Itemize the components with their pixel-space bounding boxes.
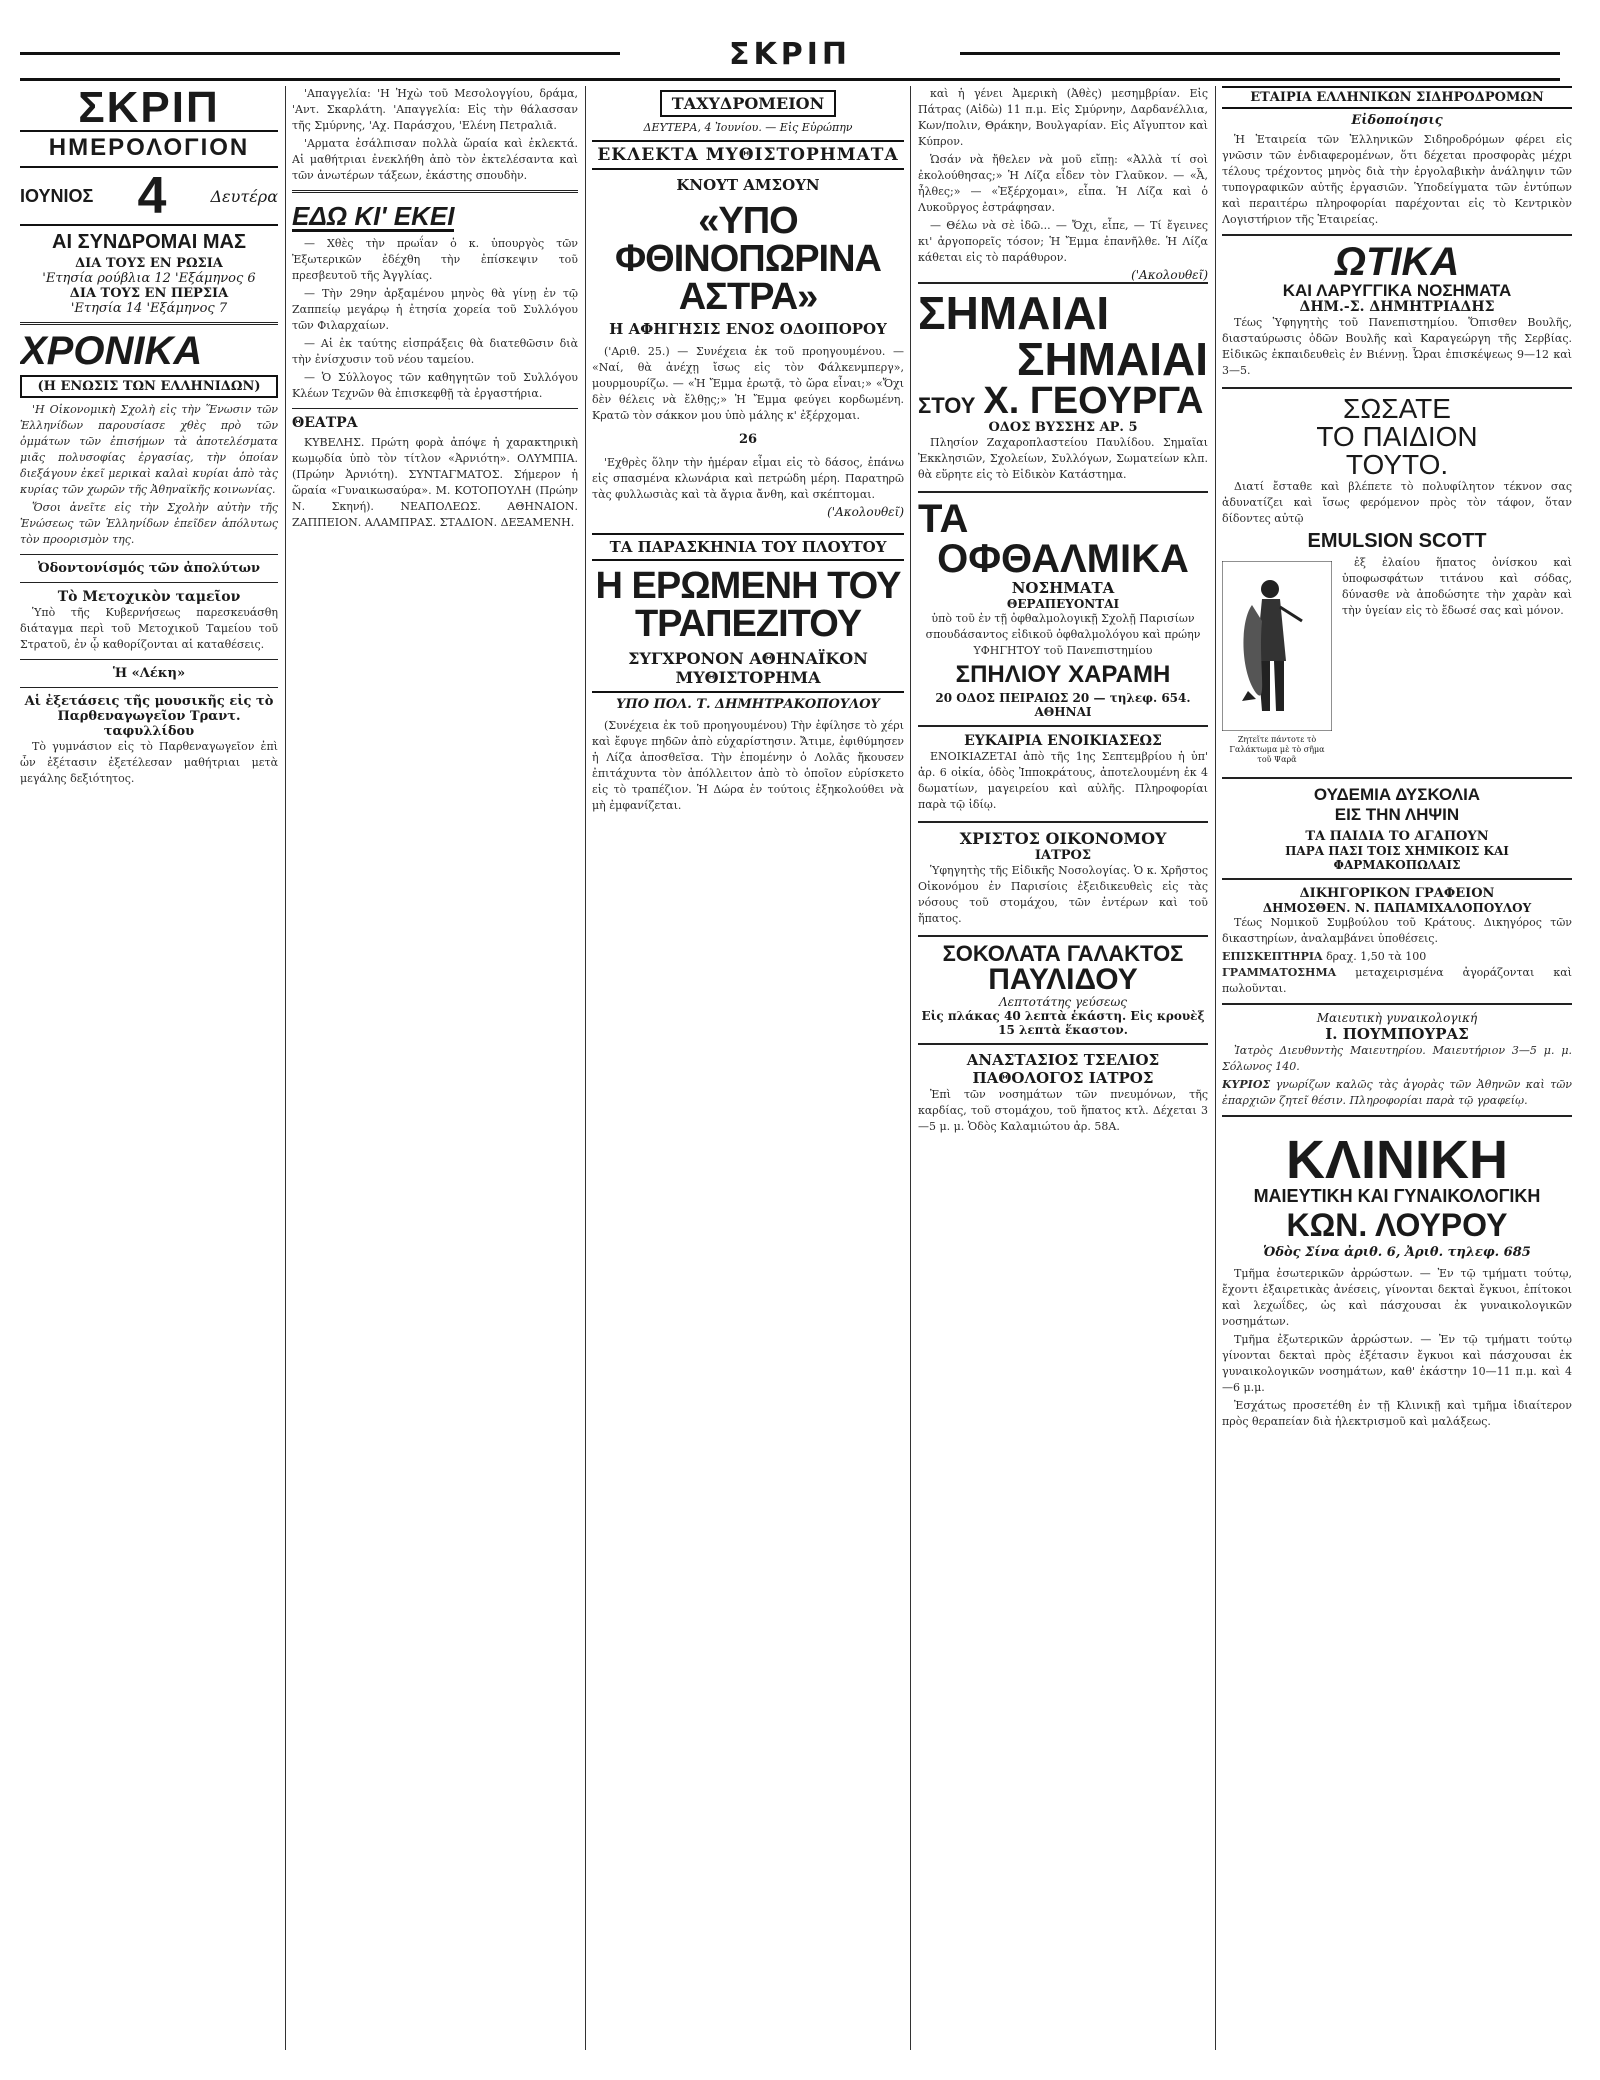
column-rule bbox=[910, 86, 911, 2050]
business-cards-label: ΕΠΙΣΚΕΠΤΗΡΙΑ bbox=[1222, 950, 1323, 963]
masthead-title: ΣΚΡΙΠ bbox=[719, 37, 861, 72]
medicine-ad-line: ΟΥΔΕΜΙΑ ΔΥΣΚΟΛΙΑ bbox=[1313, 785, 1481, 804]
paragraph: — Χθὲς τὴν πρωΐαν ὁ κ. ὑπουργὸς τῶν Ἐξωτερικῶν ἐδέχθη τὴν ἐπίσκεψιν τοῦ πρεσβευτοῦ τῆς Ἀγγλίας. bbox=[292, 237, 578, 282]
story-continuation bbox=[918, 152, 1208, 266]
railway-ad-head: ΕΤΑΙΡΙΑ ΕΛΛΗΝΙΚΩΝ ΣΙΔΗΡΟΔΡΟΜΩΝ bbox=[1222, 86, 1572, 109]
column-rule bbox=[585, 86, 586, 2050]
paragraph: Τμῆμα ἐσωτερικῶν ἀρρώστων. — Ἐν τῷ τμήματι τούτῳ, ἔχοντι ἐξαιρετικὰς ἀνέσεις, γίνονται δεκταὶ ἔγκυοι, ἐπίτοκοι καὶ λεχωΐδες, ὡς καὶ πάσχουσαι ἐκ γυναικολογικῶν νοσημάτων. bbox=[1222, 1267, 1572, 1328]
serial-title: Η ΕΡΩΜΕΝΗ ΤΟΥ ΤΡΑΠΕΖΙΤΟΥ bbox=[595, 565, 901, 645]
paragraph: — Τὴν 29ην ἀρξαμένου μηνὸς θὰ γίνῃ ἐν τῷ Ζαππείῳ μεγάρῳ ἡ ἐτησία χορεία τοῦ Συλλόγου τῶν Φιλαρχαίων. bbox=[292, 287, 578, 332]
obstetrics-ad-title: Μαιευτικὴ γυναικολογική bbox=[1316, 1011, 1478, 1025]
chocolate-ad-subtitle: Λεπτοτάτης γεύσεως bbox=[998, 995, 1127, 1009]
clinic-address: Ὁδὸς Σίνα ἀριθ. 6, Ἀριθ. τηλεφ. 685 bbox=[1263, 1245, 1531, 1260]
ent-ad bbox=[1222, 234, 1572, 389]
column-2 bbox=[292, 86, 578, 2060]
story-title: «ΥΠΟ ΦΘΙΝΟΠΩΡΙΝΑ ΑΣΤΡΑ» bbox=[614, 200, 881, 318]
chapter-number: 26 bbox=[738, 432, 758, 447]
column-3 bbox=[592, 86, 904, 2060]
post-box: ΤΑΧΥΔΡΟΜΕΙΟΝ bbox=[660, 90, 837, 117]
law-office-name: ΔΗΜΟΣΘΕΝ. Ν. ΠΑΠΑΜΙΧΑΛΟΠΟΥΛΟΥ bbox=[1262, 901, 1532, 915]
fisherman-illustration bbox=[1222, 561, 1332, 765]
column-4 bbox=[918, 86, 1208, 2060]
article-heading: Αἱ ἐξετάσεις τῆς μουσικῆς εἰς τὸ Παρθεναγωγεῖον Τραντ. ταφυλλίδου bbox=[24, 694, 274, 739]
railway-notice-title: Εἰδοποίησις bbox=[1351, 113, 1443, 128]
medicine-ad-line: ΤΑ ΠΑΙΔΙΑ ΤΟ ΑΓΑΠΟΥΝ bbox=[1305, 829, 1489, 844]
masthead-rule-right bbox=[960, 52, 1560, 55]
paragraph: Ὑφηγητὴς τῆς Εἰδικῆς Νοσολογίας. Ὁ κ. Χρῆστος Οἰκονόμου ἐν Παρισίοις ἐξειδικευθεὶς εἰς τὰς νόσους τοῦ στομάχου, τῶν ἐντέρων καὶ τοῦ ἥπατος. bbox=[918, 864, 1208, 925]
chronicle-body bbox=[20, 402, 278, 548]
law-office-ad bbox=[1222, 880, 1572, 1005]
serial-body bbox=[592, 718, 904, 814]
clinic-doctor: ΚΩΝ. ΛΟΥΡΟΥ bbox=[1286, 1207, 1508, 1243]
chocolate-ad-title: ΣΟΚΟΛΑΤΑ ΓΑΛΑΚΤΟΣ bbox=[942, 941, 1184, 966]
fisherman-caption: Ζητεῖτε πάντοτε τὸ Γαλάκτωμα μὲ τὸ σῆμα τοῦ Ψαρᾶ bbox=[1229, 735, 1325, 764]
stamps-label: ΓΡΑΜΜΑΤΟΣΗΜΑ bbox=[1222, 966, 1337, 979]
continued-note: ('Ακολουθεῖ) bbox=[1131, 268, 1208, 282]
scott-ad-body bbox=[1222, 479, 1572, 527]
fisherman-with-fish-icon bbox=[1222, 561, 1332, 731]
clinic-body bbox=[1222, 1266, 1572, 1430]
scott-ad-title: ΣΩΣΑΤΕ bbox=[1343, 393, 1451, 424]
article-heading: Ἡ «Λέκη» bbox=[112, 666, 186, 681]
subscriptions-persia: ΔΙΑ ΤΟΥΣ ΕΝ ΠΕΡΣΙΑ bbox=[69, 286, 229, 301]
flags-ad-title: ΣΗΜΑΙΑΙ bbox=[1016, 333, 1208, 385]
paragraph: Ὑπὸ τῆς Κυβερνήσεως παρεσκευάσθη διάταγμα περὶ τοῦ Μετοχικοῦ Ταμείου τοῦ Στρατοῦ, ἐν ᾧ καθορίζονται αἱ καταθέσεις. bbox=[20, 606, 278, 651]
divider bbox=[20, 322, 278, 325]
divider bbox=[292, 408, 578, 409]
obstetrics-ad-body bbox=[1222, 1043, 1572, 1075]
eye-ad-doctor: ΣΠΗΛΙΟΥ ΧΑΡΑΜΗ bbox=[955, 661, 1171, 688]
article-body bbox=[20, 605, 278, 653]
eye-ad-body: ὑπὸ τοῦ ἐν τῇ ὀφθαλμολογικῇ Σχολῇ Παρισίων σπουδάσαντος εἰδικοῦ ὀφθαλμολόγου καὶ πρώην ΥΦΗΓΗΤΟΥ τοῦ Πανεπιστημίου bbox=[925, 612, 1201, 657]
paragraph: Ἰατρὸς Διευθυντὴς Μαιευτηρίου. Μαιευτήριον 3—5 μ. μ. Σόλωνος 140. bbox=[1222, 1044, 1572, 1073]
calendar-subtitle: ΗΜΕΡΟΛΟΓΙΟΝ bbox=[48, 134, 250, 161]
ent-ad-doctor: ΔΗΜ.-Σ. ΔΗΜΗΤΡΙΑΔΗΣ bbox=[1299, 299, 1495, 315]
story-body bbox=[592, 455, 904, 503]
divider bbox=[20, 659, 278, 660]
doctor-ad-title: ΙΑΤΡΟΣ bbox=[1034, 848, 1092, 863]
post-schedule bbox=[918, 86, 1208, 150]
gentleman-ad-body: γνωρίζων καλῶς τὰς ἀγορὰς τῶν Ἀθηνῶν καὶ τῶν ἐπαρχιῶν ζητεῖ θέσιν. Πληροφορίαι παρὰ τῷ γραφείῳ. bbox=[1222, 1078, 1572, 1107]
calendar-weekday: Δευτέρα bbox=[210, 186, 278, 206]
paragraph: καὶ ἡ γένει Ἀμερικὴ (Ἀθὲς) μεσημβρίαν. Εἰς Πάτρας (Αἰδὼ) 11 π.μ. Εἰς Σμύρνην, Δαρδανέλλια, Κων/πολιν, Θράκην, Βουλγαρίαν. Εἰς Αἴγυπτον καὶ Κύπρον. bbox=[918, 87, 1208, 148]
doctor-ad-name: ΧΡΙΣΤΟΣ ΟΙΚΟΝΟΜΟΥ bbox=[959, 829, 1167, 848]
paragraph: — Αἱ ἐκ ταύτης εἰσπράξεις θὰ διατεθῶσιν διὰ τὴν ἐνίσχυσιν τοῦ νέου ταμείου. bbox=[292, 337, 578, 366]
law-office-body bbox=[1222, 915, 1572, 947]
continued-note: ('Ακολουθεῖ) bbox=[827, 505, 904, 519]
paragraph: Διατί ἔσταθε καὶ βλέπετε τὸ πολυφίλητον τέκνον σας ἀδυνατίζει καὶ ἴσως φερόμενον πρὸς τὸν τάφον, ὅταν δίδοντες αὐτῷ bbox=[1222, 480, 1572, 525]
paragraph: 'Αρματα ἐσάλπισαν πολλὰ ὥραία καὶ ἐκλεκτά. Αἱ μαθήτριαι ἐνεκλήθη ἀπὸ τὸν ἐκτελέσαντα καὶ τῶν ἀνωτέρων τάξεων, ἑκάστης σπουδὴν. bbox=[292, 137, 578, 182]
paragraph: ΚΥΒΕΛΗΣ. Πρώτη φορὰ ἀπόψε ἡ χαρακτηρικὴ κωμῳδία ὑπὸ τὸν τίτλον «Ἀρνιότη». ΟΛΥΜΠΙΑ. (Πρώην Ἀρνιότη). ΣΥΝΤΑΓΜΑΤΟΣ. Σήμερον ἡ ὥραία «Γυναικωσαύρα». Μ. ΚΟΤΟΠΟΥΛΗ (Πρώην Ν. Σκηνή). ΝΕΑΠΟΛΕΩΣ. ΑΘΗΝΑΙΟΝ. ΖΑΠΠΕΙΟΝ. ΑΛΑΜΠΡΑΣ. ΣΤΑΔΙΟΝ. ΔΕΞΑΜΕΝΗ. bbox=[292, 436, 578, 529]
ent-ad-body bbox=[1222, 315, 1572, 379]
paragraph: Ἐσχάτως προσετέθη ἐν τῇ Κλινικῇ καὶ τμῆμα ἰδιαίτερον πρὸς θεραπείαν διὰ ἠλεκτρισμοῦ καὶ μαλάξεως. bbox=[1222, 1399, 1572, 1428]
stamps-body: μεταχειρισμένα ἀγοράζονται καὶ πωλοῦνται. bbox=[1222, 966, 1572, 995]
obstetrics-ad-doctor: Ι. ΠΟΥΜΠΟΥΡΑΣ bbox=[1325, 1025, 1469, 1043]
serial-byline: ΥΠΟ ΠΟΛ. Τ. ΔΗΜΗΤΡΑΚΟΠΟΥΛΟΥ bbox=[616, 697, 880, 712]
column-5 bbox=[1222, 86, 1572, 2060]
calendar-logo: ΣΚΡΙΠ bbox=[20, 86, 278, 132]
paragraph: Τέως Ὑφηγητὴς τοῦ Πανεπιστημίου. Ὅπισθεν Βουλῆς, διασταύρωσις ὁδῶν Βουλῆς καὶ Καραγεώργη τῆς Σερβίας. Εἰδικῶς ἐκπαιδευθεὶς ἐν Βιέννῃ. Ὧραι ἐπισκέψεως 9—12 καὶ 3—5. bbox=[1222, 316, 1572, 377]
rental-ad bbox=[918, 727, 1208, 823]
business-cards-line bbox=[1222, 949, 1572, 965]
article-heading: Τὸ Μετοχικὸν ταμεῖον bbox=[57, 589, 241, 605]
chocolate-ad-prices: Εἰς πλάκας 40 λεπτὰ ἑκάστη. Εἰς κρουὲξ 15 λεπτὰ ἕκαστον. bbox=[921, 1009, 1205, 1037]
flags-ad bbox=[918, 282, 1208, 493]
paragraph: 'Απαγγελία: 'Η Ἡχὼ τοῦ Μεσολογγίου, δράμα, 'Αντ. Σκαρλάτη. 'Απαγγελία: Εἰς τὴν θάλασσαν τῆς Σμύρνης, 'Αχ. Παράσχου, 'Ελένη Πετραλιᾶ. bbox=[292, 87, 578, 132]
stamps-line bbox=[1222, 965, 1572, 997]
divider bbox=[20, 687, 278, 688]
medicine-ad-line: ΕΙΣ ΤΗΝ ΛΗΨΙΝ bbox=[1334, 805, 1460, 824]
theatre-title: ΘΕΑΤΡΑ bbox=[292, 415, 358, 431]
column-1 bbox=[20, 86, 278, 2060]
subscriptions-persia-prices: 'Ετησία 14 'Εξάμηνος 7 bbox=[70, 301, 228, 316]
serial-subtitle: ΣΥΓΧΡΟΝΟΝ ΑΘΗΝΑΪΚΟΝ ΜΥΘΙΣΤΟΡΗΜΑ bbox=[592, 649, 904, 693]
rental-ad-body bbox=[918, 749, 1208, 813]
divider bbox=[20, 554, 278, 555]
eye-ad-address: 20 ΟΔΟΣ ΠΕΙΡΑΙΩΣ 20 — τηλεφ. 654. ΑΘΗΝΑΙ bbox=[935, 691, 1191, 719]
clinic-title: ΚΛΙΝΙΚΗ bbox=[1285, 1130, 1508, 1190]
flags-ad-store-prefix: ΣΤΟΥ bbox=[918, 393, 976, 418]
ent-ad-title: ΩΤΙΚΑ bbox=[1334, 240, 1460, 284]
flags-ad-title: ΣΗΜΑΙΑΙ bbox=[918, 287, 1110, 339]
story-subtitle: Η ΑΦΗΓΗΣΙΣ ΕΝΟΣ ΟΔΟΙΠΟΡΟΥ bbox=[609, 320, 887, 338]
paragraph: Πλησίον Ζαχαροπλαστείου Παυλίδου. Σημαῖαι Ἐκκλησιῶν, Σχολείων, Συλλόγων, Σωματείων κλπ. θὰ εὕρητε εἰς τὸ Εἰδικὸν Κατάστημα. bbox=[918, 436, 1208, 481]
paragraph: ('Αριθ. 25.) — Συνέχεια ἐκ τοῦ προηγουμένου. — «Ναί, θὰ ἀνέχῃ ἴσως εἰς τὸν Φάλκενμπεργ», μουρμουρίζω. — «Ἡ Ἔμμα ἐρωτᾷ, τὸ ὥρα εἶναι;» «Ὄχι δὲν θέλεις νὰ ἔλθῃς;» Ἡ Ἔμμα φεύγει κορδωμένη. Κρατῶ τὸν σάκκον μου ὑπὸ μάλης κ' ἐξέρχομαι. bbox=[592, 345, 904, 422]
subscriptions-russia-prices: 'Ετησία ρούβλια 12 'Εξάμηνος 6 bbox=[42, 271, 256, 286]
paragraph: Τέως Νομικοῦ Συμβούλου τοῦ Κράτους. Δικηγόρος τῶν δικαστηρίων, ἀναλαμβάνει ὑποθέσεις. bbox=[1222, 916, 1572, 945]
chronicle-section-title: ΧΡΟΝΙΚΑ bbox=[20, 329, 203, 373]
post-date-line: ΔΕΥΤΕΡΑ, 4 Ἰουνίου. — Εἰς Εὐρώπην bbox=[643, 121, 853, 134]
ent-ad-subtitle: ΚΑΙ ΛΑΡΥΓΓΙΚΑ ΝΟΣΗΜΑΤΑ bbox=[1282, 281, 1512, 300]
article-body bbox=[20, 739, 278, 787]
paragraph: Ὅσοι ἀνεῖτε εἰς τὴν Σχολὴν αὐτὴν τῆς Ἑνώσεως τῶν Ἑλληνίδων ἐπεῖδεν ἀπόλυτως τὸν προορισμὸν της. bbox=[20, 501, 278, 546]
scott-ad-title: ΤΟ ΠΑΙΔΙΟΝ bbox=[1316, 421, 1478, 452]
paragraph: Τμῆμα ἐξωτερικῶν ἀρρώστων. — Ἐν τῷ τμήματι τούτῳ γίνονται δεκταὶ πρὸς ἐξέτασιν ἔγκυοι καὶ πάσχουσαι ἐκ γυναικολογικῶν νοσημάτων, καθ' ἑκάστην 10—11 π.μ. καὶ 4—6 μ.μ. bbox=[1222, 1333, 1572, 1394]
clinic-subtitle: ΜΑΙΕΥΤΙΚΗ ΚΑΙ ΓΥΝΑΙΚΟΛΟΓΙΚΗ bbox=[1253, 1186, 1541, 1206]
eye-ad-subtitle: ΘΕΡΑΠΕΥΟΝΤΑΙ bbox=[1006, 597, 1120, 611]
gentleman-ad-label: ΚΥΡΙΟΣ bbox=[1222, 1078, 1271, 1091]
pathologist-ad-title: ΠΑΘΟΛΟΓΟΣ ΙΑΤΡΟΣ bbox=[972, 1069, 1154, 1087]
eye-ad-title: ΝΟΣΗΜΑΤΑ bbox=[1011, 579, 1115, 597]
rental-ad-title: ΕΥΚΑΙΡΙΑ ΕΝΟΙΚΙΑΣΕΩΣ bbox=[964, 733, 1162, 749]
medicine-ad-line: ΠΑΡΑ ΠΑΣΙ ΤΟΙΣ ΧΗΜΙΚΟΙΣ ΚΑΙ ΦΑΡΜΑΚΟΠΩΛΑΙΣ bbox=[1285, 844, 1509, 872]
chocolate-ad bbox=[918, 937, 1208, 1045]
eye-ad-title: ΟΦΘΑΛΜΙΚΑ bbox=[937, 537, 1189, 581]
column-rule bbox=[285, 86, 286, 2050]
masthead bbox=[20, 30, 1560, 81]
chronicle-subtitle: (Η ΕΝΩΣΙΣ ΤΩΝ ΕΛΛΗΝΙΔΩΝ) bbox=[20, 375, 278, 398]
serial-author: ΚΝΟΥΤ ΑΜΣΟΥΝ bbox=[676, 176, 820, 194]
flags-ad-store-name: Χ. ΓΕΟΥΡΓΑ bbox=[983, 380, 1204, 422]
section-title: ΕΔΩ ΚΙ' ΕΚΕΙ bbox=[292, 201, 455, 231]
flags-ad-address: ΟΔΟΣ ΒΥΣΣΗΣ ΑΡ. 5 bbox=[988, 420, 1138, 435]
story-body bbox=[592, 344, 904, 424]
section-body bbox=[292, 236, 578, 402]
calendar-date bbox=[20, 166, 278, 226]
serial-header: ΤΑ ΠΑΡΑΣΚΗΝΙΑ ΤΟΥ ΠΛΟΥΤΟΥ bbox=[592, 533, 904, 561]
paragraph: — Θέλω νὰ σὲ ἰδῶ... — Ὄχι, εἶπε, — Τί ἔγεινες κι' ἀργοπορεῖς τόσον; Ἡ Ἔμμα ἐπανῆλθε. Ἡ Λίζα κάθεται εἰς τὸ παράθυρον. bbox=[918, 219, 1208, 264]
gentleman-ad bbox=[1222, 1077, 1572, 1109]
divider bbox=[292, 190, 578, 193]
flags-ad-body bbox=[918, 435, 1208, 483]
doctor-ad-body bbox=[918, 863, 1208, 927]
paragraph: Ἡ Ἑταιρεία τῶν Ἑλληνικῶν Σιδηροδρόμων φέρει εἰς γνῶσιν τῶν ἐνδιαφερομένων, ὅτι δέχεται προσφορὰς μέχρι τέλους τρέχοντος μηνὸς διὰ τὴν ἐργολαβικὴν ἀνάληψιν τῶν τυπογραφικῶν αὐτῆς ἐργασιῶν. Ὑποδείγματα τῶν ἐντύπων καὶ περαιτέρω πληροφορίαι παρέχονται εἰς τὸ Κεντρικὸν Λογιστήριον τῆς Ἑταιρείας. bbox=[1222, 133, 1572, 226]
scott-ad-title: ΤΟΥΤΟ. bbox=[1345, 449, 1449, 480]
paragraph: ΕΝΟΙΚΙΑΖΕΤΑΙ ἀπὸ τῆς 1ης Σεπτεμβρίου ἡ ὑπ' ἀρ. 6 οἰκία, ὁδὸς Ἰπποκράτους, ἀποτελουμένη ἐκ 4 δωματίων, μαγειρείου καὶ αὐλῆς. Πληροφορίαι παρὰ τῷ ἰδίῳ. bbox=[918, 750, 1208, 811]
theatre-body bbox=[292, 435, 578, 531]
subscriptions-title: ΑΙ ΣΥΝΔΡΟΜΑΙ ΜΑΣ bbox=[52, 231, 246, 253]
pathologist-ad bbox=[918, 1045, 1208, 1143]
calendar-month: ΙΟΥΝΙΟΣ bbox=[20, 186, 94, 206]
chocolate-ad-brand: ΠΑΥΛΙΔΟΥ bbox=[988, 963, 1138, 996]
serial-section-title: ΕΚΛΕΚΤΑ ΜΥΘΙΣΤΟΡΗΜΑΤΑ bbox=[592, 140, 904, 170]
scott-emulsion-ad bbox=[1222, 389, 1572, 779]
medicine-ad bbox=[1222, 779, 1572, 880]
article-heading: Ὀδοντονίσμός τῶν ἀπολύτων bbox=[37, 561, 261, 576]
calendar-day-number: 4 bbox=[137, 167, 167, 225]
law-office-title: ΔΙΚΗΓΟΡΙΚΟΝ ΓΡΑΦΕΙΟΝ bbox=[1299, 886, 1495, 901]
flags-ad-store bbox=[918, 382, 1208, 420]
business-cards-price: δραχ. 1,50 τὰ 100 bbox=[1326, 950, 1427, 963]
paragraph: — Ὁ Σύλλογος τῶν καθηγητῶν τοῦ Συλλόγου Κλέων Τεχνῶν θὰ ἐπισκεφθῇ τὰ ἐργαστήρια. bbox=[292, 371, 578, 400]
divider bbox=[20, 582, 278, 583]
eye-ad-title: ΤΑ bbox=[918, 497, 969, 541]
eye-clinic-ad bbox=[918, 493, 1208, 727]
program-text bbox=[292, 86, 578, 184]
doctor-ad bbox=[918, 823, 1208, 937]
pathologist-ad-body bbox=[918, 1087, 1208, 1135]
railway-notice-body bbox=[1222, 132, 1572, 228]
scott-ad-brand: EMULSION SCOTT bbox=[1307, 530, 1487, 552]
column-rule bbox=[1215, 86, 1216, 2050]
paragraph: (Συνέχεια ἐκ τοῦ προηγουμένου) Τὴν ἐφίλησε τὸ χέρι καὶ ἔφυγε πηδῶν ἀπὸ εὐχαρίστησιν. Ἄτιμε, ἐφιθύμησεν ἡ Λίζα ἀποσθεῖσα. Τὴν ἐπομένην ὁ Λολᾶς ἤκουσεν ἐπιτάχυντα τὸν ἀπόλλειτον ἀπὸ τὸ ὁποῖον εὐρίσκετο εἰς τὸ τραπέζιον. Ἡ Δώρα ἐν τούτοις ἐξηκολούθει νὰ μὴ ἐμφανίζεται. bbox=[592, 719, 904, 812]
pathologist-ad-name: ΑΝΑΣΤΑΣΙΟΣ ΤΣΕΛΙΟΣ bbox=[966, 1051, 1160, 1069]
paragraph: 'Εχθρὲς ὅλην τὴν ἡμέραν εἶμαι εἰς τὸ δάσος, ἐπάνω εἰς σπασμένα κλωνάρια καὶ πετρώδη μέρη. Παρατηρῶ τὰς φυλλωσιὰς καὶ τὰ ἄγρια ἄνθη, καὶ σκέπτομαι. bbox=[592, 456, 904, 501]
post-header bbox=[592, 94, 904, 113]
paragraph: 'Η Οἰκονομικὴ Σχολὴ εἰς τὴν Ἕνωσιν τῶν Ἑλληνίδων παρουσίασε χθὲς πρὸ τῶν ὀμμάτων τῶν ἐπισήμων τὰ ἀποτελέσματα μιᾶς πολυσοφίας ἐργασίας, τὴν ὁποίαν διεξάγουν ἐκεῖ μερικαὶ καλαὶ κυρίαι ἀπὸ τὰς κυρίας τῶν χωρῶν τῆς Ἀθηναϊκῆς κοινωνίας. bbox=[20, 403, 278, 496]
paragraph: ἐξ ἐλαίου ἥπατος ὀνίσκου καὶ ὑποφωσφάτων τιτάνου καὶ σόδας, δύνασθε νὰ ἀποδώσητε τὴν χαρὰν καὶ τὴν ὑγείαν εἰς τὸ ἔδωσέ σας καὶ μόνον. bbox=[1342, 556, 1572, 617]
subscriptions-russia: ΔΙΑ ΤΟΥΣ ΕΝ ΡΩΣΙΑ bbox=[75, 256, 223, 271]
paragraph: Ἐπὶ τῶν νοσημάτων τῶν πνευμόνων, τῆς καρδίας, τοῦ στομάχου, τοῦ ἥπατος κτλ. Δέχεται 3—5 μ. μ. Ὁδὸς Καλαμιώτου ἀρ. 58Α. bbox=[918, 1088, 1208, 1133]
paragraph: Τὸ γυμνάσιον εἰς τὸ Παρθεναγωγεῖον ἐπὶ ὧν ἐξέτασιν ἐξετέλεσαν μαθήτριαι μετὰ μεγάλης δεξιότητος. bbox=[20, 740, 278, 785]
paragraph: Ὡσάν νὰ ἤθελεν νὰ μοῦ εἴπῃ: «Ἀλλὰ τί σοὶ ἐκολούθησας;» Ἡ Λίζα εἶδεν τὸν Γλαῦκον. — «Ἆ, ἦλθες;» — «Ἐξέρχομαι», εἶπα. Ἡ Λίζα καὶ ὁ Λυκοῦργος ἐστράφησαν. bbox=[918, 153, 1208, 214]
masthead-rule-left bbox=[20, 52, 620, 55]
obstetrics-ad bbox=[1222, 1005, 1572, 1117]
